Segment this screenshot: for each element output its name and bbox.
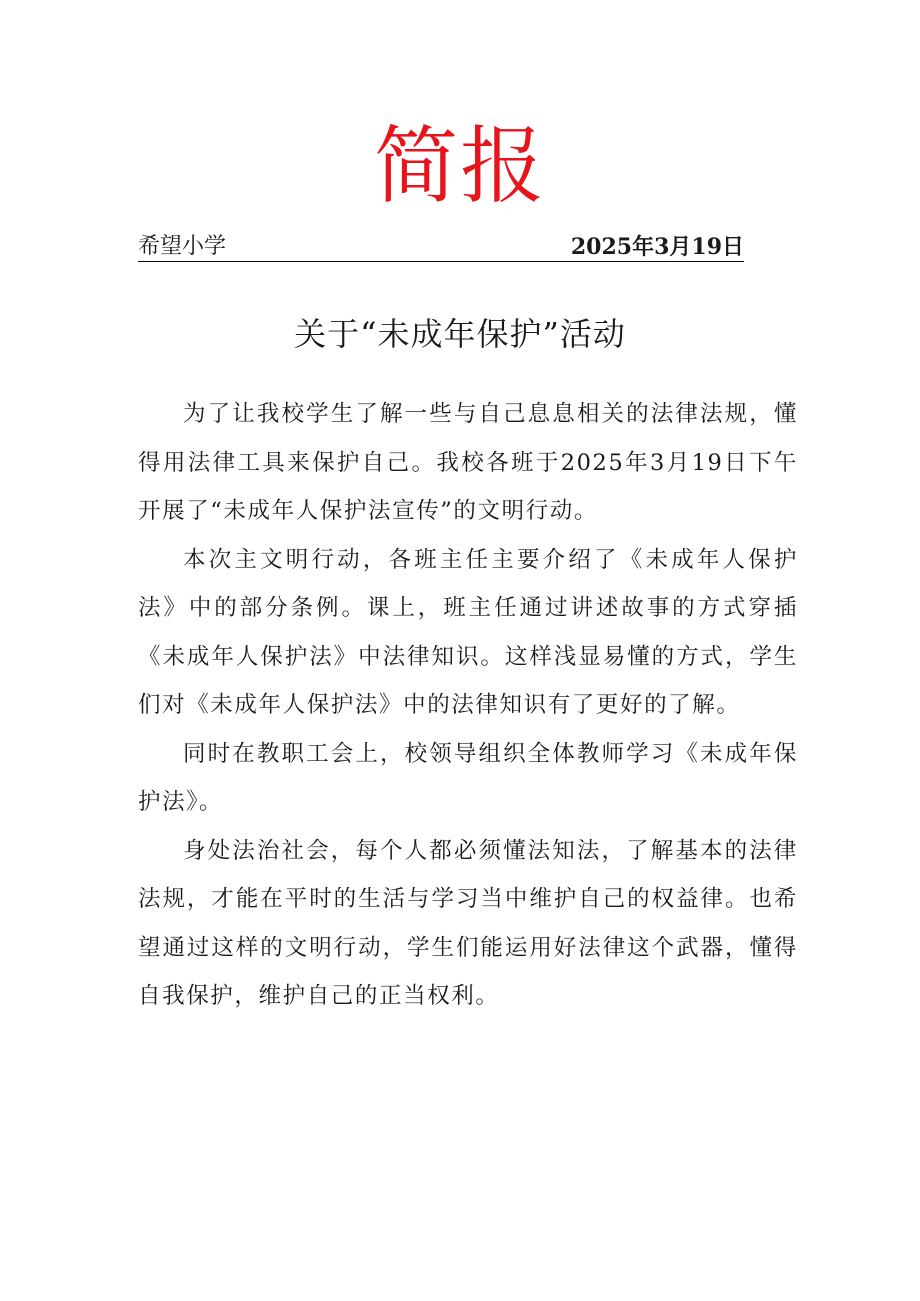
paragraph-2: 本次主文明行动，各班主任主要介绍了《未成年人保护法》中的部分条例。课上，班主任通过讲述故事的方式穿插《未成年人保护法》中法律知识。这样浅显易懂的方式，学生们对《未成年人保护法》中的法律知识有了更好的了解。 bbox=[138, 546, 798, 718]
masthead-title: 简报 bbox=[373, 117, 546, 215]
article-title: 关于“未成年保护”活动 bbox=[294, 315, 626, 353]
school-name: 希望小学 bbox=[138, 234, 227, 259]
paragraph-3: 同时在教职工会上，校领导组织全体教师学习《未成年保护法》。 bbox=[138, 740, 798, 815]
article-body bbox=[138, 390, 798, 1021]
paragraph-4: 身处法治社会，每个人都必须懂法知法，了解基本的法律法规，才能在平时的生活与学习当中维护自己的权益律。也希望通过这样的文明行动，学生们能运用好法律这个武器，懂得自我保护，维护自己的正当权利。 bbox=[138, 837, 798, 1009]
paragraph-1: 为了让我校学生了解一些与自己息息相关的法律法规，懂得用法律工具来保护自己。我校各班于2025年3月19日下午开展了“未成年人保护法宣传”的文明行动。 bbox=[138, 401, 798, 524]
issue-date: 2025年3月19日 bbox=[570, 234, 744, 260]
header-info-line bbox=[138, 232, 744, 262]
